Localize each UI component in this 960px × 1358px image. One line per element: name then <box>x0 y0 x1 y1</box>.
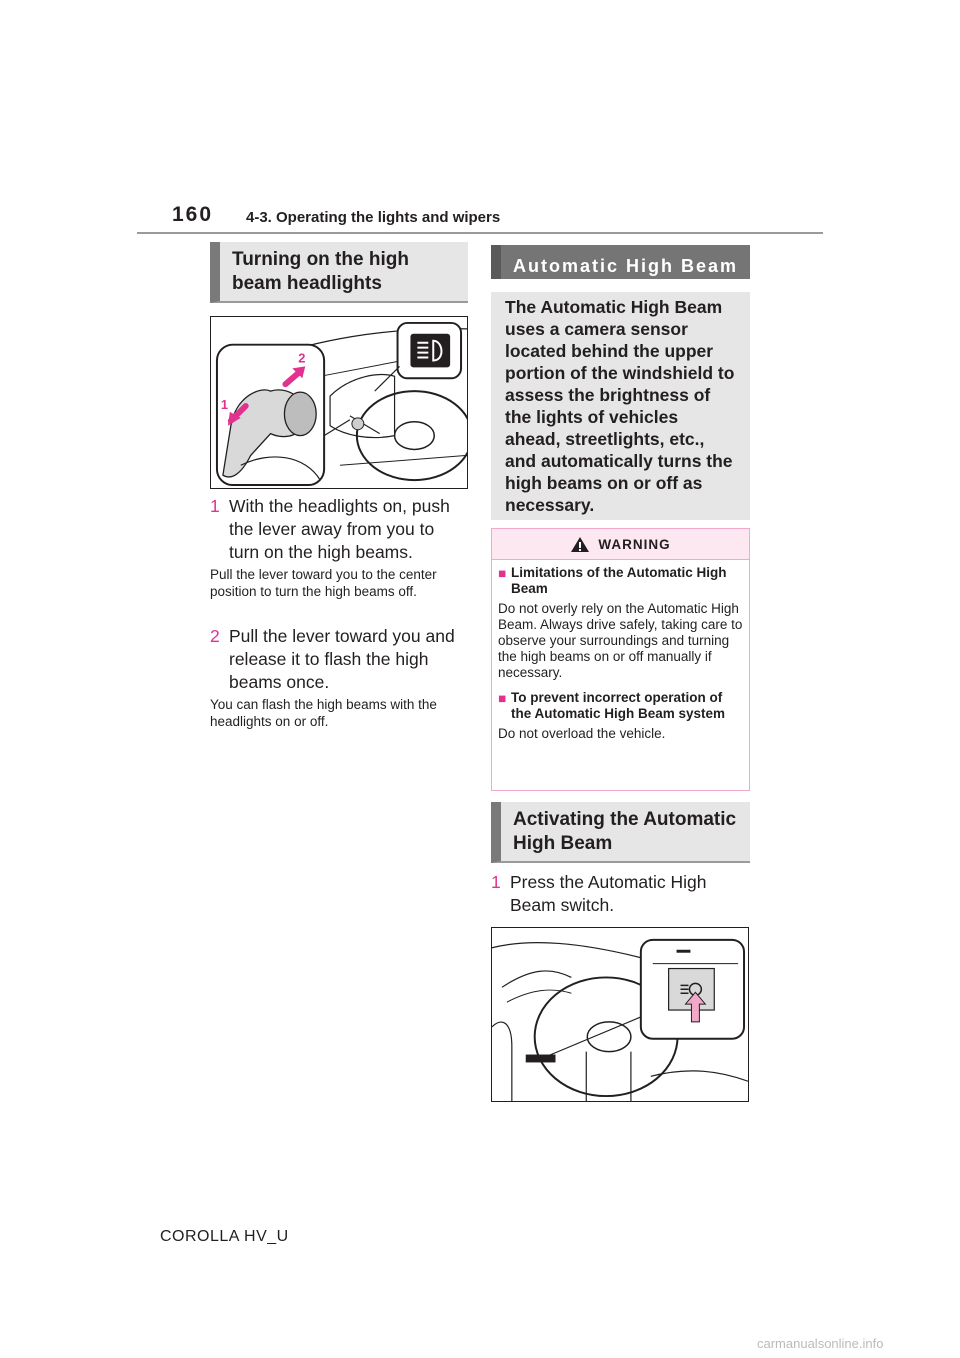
warning-item-text: Do not overly rely on the Automatic High Beam. Always drive safely, taking care to observe your surroundings and turning the high beams on or off manually if necessary. <box>498 601 743 680</box>
section-heading-auto-high-beam: Automatic High Beam <box>491 245 750 279</box>
lever-diagram <box>211 317 467 488</box>
lever-illustration <box>210 316 468 489</box>
step-1-press-switch <box>491 871 731 917</box>
step-text: With the headlights on, push the lever away from you to turn on the high beams. <box>229 496 450 562</box>
auto-high-beam-summary: The Automatic High Beam uses a camera sensor located behind the upper portion of the windshield to assess the brightness of the lights of vehicles ahead, streetlights, etc., and automatically turns the high beams on or off as necessary. <box>491 292 750 520</box>
step-text: Pull the lever toward you and release it to flash the high beams once. <box>229 626 455 692</box>
section-heading-high-beam: Turning on the high beam headlights <box>210 242 468 303</box>
warning-header <box>492 529 749 560</box>
bullet-square-icon: ■ <box>498 691 507 706</box>
warning-label: WARNING <box>598 536 671 552</box>
step-number: 2 <box>210 626 220 646</box>
switch-diagram <box>492 928 748 1101</box>
switch-illustration <box>491 927 749 1102</box>
warning-item-title: ■ Limitations of the Automatic High Beam <box>498 565 727 596</box>
step-number: 1 <box>210 496 220 516</box>
header-divider <box>137 232 823 234</box>
note-high-beams-off: Pull the lever toward you to the center position to turn the high beams off. <box>210 567 437 599</box>
model-code: COROLLA HV_U <box>160 1228 289 1245</box>
warning-box <box>491 528 750 791</box>
section-heading-activate: Activating the Automatic High Beam <box>491 802 750 863</box>
warning-item-text: Do not overload the vehicle. <box>498 726 666 741</box>
label-2: 2 <box>298 350 306 366</box>
note-flash: You can flash the high beams with the headlights on or off. <box>210 697 437 729</box>
warning-icon <box>570 536 590 553</box>
step-number: 1 <box>491 872 501 892</box>
watermark: carmanualsonline.info <box>757 1336 884 1351</box>
step-1-push-lever <box>210 495 468 564</box>
bullet-square-icon: ■ <box>498 566 507 581</box>
chapter-title: 4-3. Operating the lights and wipers <box>246 209 501 226</box>
warning-item-title: ■ To prevent incorrect operation of the Automatic High Beam system <box>498 690 726 721</box>
label-1: 1 <box>220 396 229 412</box>
step-text: Press the Automatic High Beam switch. <box>510 872 707 915</box>
step-2-flash <box>210 625 468 694</box>
page-number: 160 <box>172 203 214 226</box>
